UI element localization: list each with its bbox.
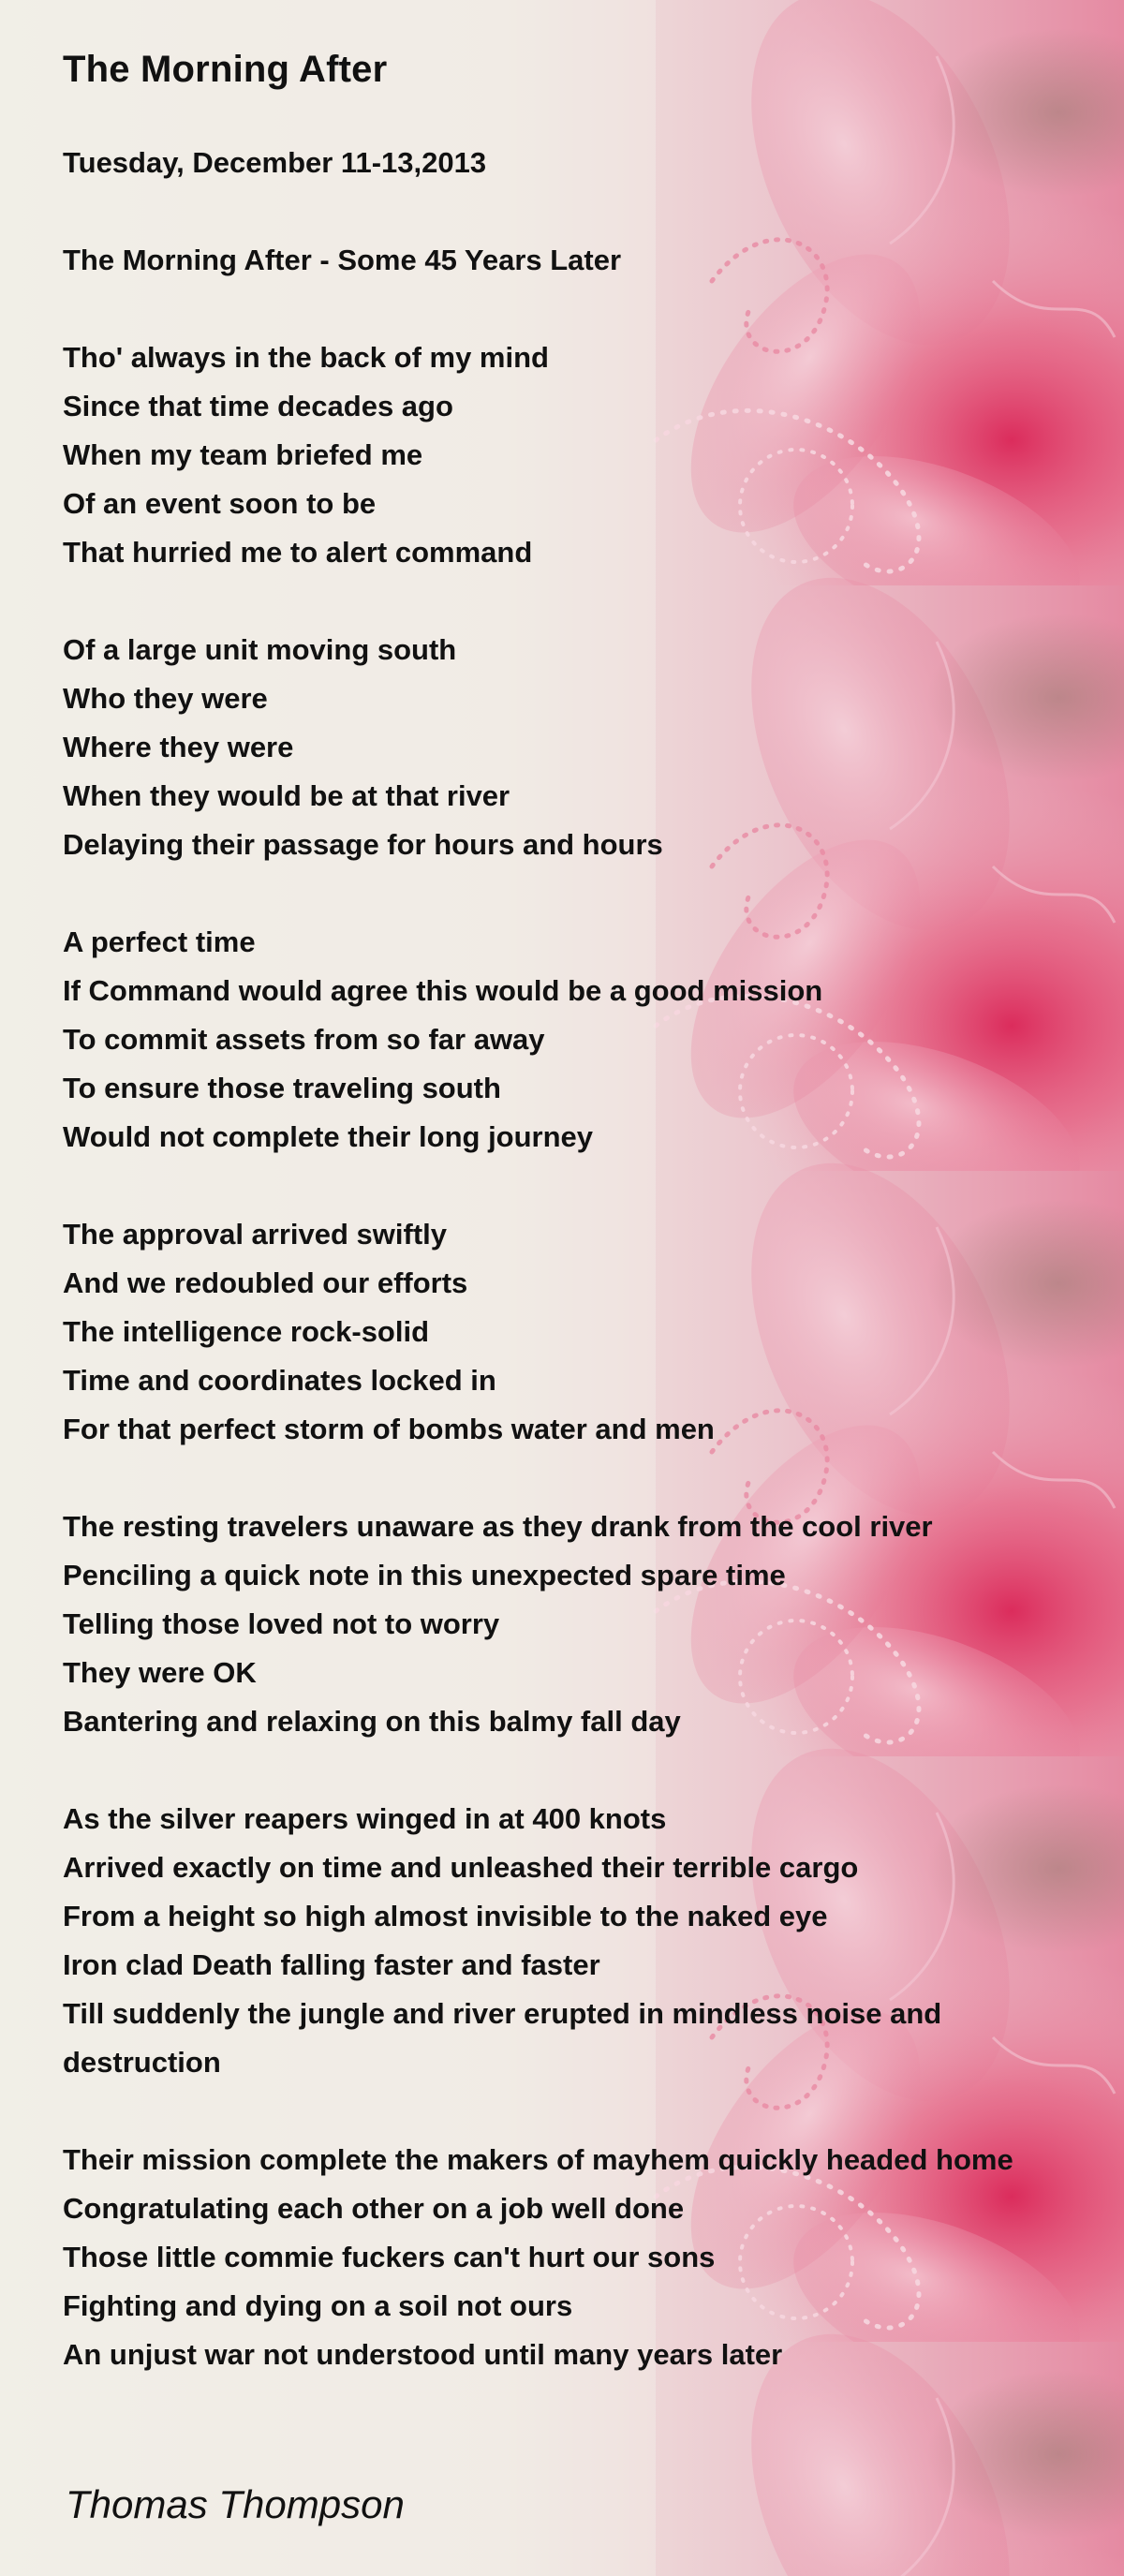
poem-line: Telling those loved not to worry bbox=[63, 1607, 500, 1640]
poem-title: The Morning After bbox=[63, 49, 388, 90]
poem-line: Till suddenly the jungle and river erupted in mindless noise and bbox=[63, 1997, 942, 2030]
poem-line: Of a large unit moving south bbox=[63, 633, 457, 666]
poem-line: To ensure those traveling south bbox=[63, 1072, 501, 1104]
poem-line: As the silver reapers winged in at 400 knots bbox=[63, 1802, 667, 1835]
poem-line: Bantering and relaxing on this balmy fall day bbox=[63, 1705, 681, 1738]
poem-line: An unjust war not understood until many years later bbox=[63, 2338, 783, 2371]
poem-line: For that perfect storm of bombs water and men bbox=[63, 1413, 715, 1445]
poem-line: To commit assets from so far away bbox=[63, 1023, 545, 1056]
poem-line: A perfect time bbox=[63, 925, 256, 958]
poem-line: destruction bbox=[63, 2046, 221, 2079]
poem-subtitle: The Morning After - Some 45 Years Later bbox=[63, 244, 622, 276]
poem-line: Tho' always in the back of my mind bbox=[63, 341, 549, 374]
poem-line: Would not complete their long journey bbox=[63, 1120, 594, 1153]
poem-line: Those little commie fuckers can't hurt our sons bbox=[63, 2241, 716, 2273]
poem-line: Time and coordinates locked in bbox=[63, 1364, 496, 1397]
poem-line: Iron clad Death falling faster and faster bbox=[63, 1948, 600, 1981]
poem-line: When they would be at that river bbox=[63, 779, 510, 812]
poem-line: Arrived exactly on time and unleashed their terrible cargo bbox=[63, 1851, 859, 1884]
poem-line: Delaying their passage for hours and hours bbox=[63, 828, 663, 861]
poem-line: That hurried me to alert command bbox=[63, 536, 533, 569]
poem-line: If Command would agree this would be a good mission bbox=[63, 974, 823, 1007]
poem-line: Congratulating each other on a job well done bbox=[63, 2192, 685, 2225]
poem-line: Where they were bbox=[63, 731, 294, 763]
poem-line: Of an event soon to be bbox=[63, 487, 377, 520]
poem-author: Thomas Thompson bbox=[66, 2482, 405, 2526]
poem-line: The intelligence rock-solid bbox=[63, 1315, 430, 1348]
poem-date: Tuesday, December 11-13,2013 bbox=[63, 146, 487, 179]
poem-line: When my team briefed me bbox=[63, 438, 423, 471]
poem-line: The approval arrived swiftly bbox=[63, 1218, 448, 1251]
poem-line: The resting travelers unaware as they drank from the cool river bbox=[63, 1510, 933, 1543]
poem-line: They were OK bbox=[63, 1656, 257, 1689]
poem-line: And we redoubled our efforts bbox=[63, 1266, 468, 1299]
poem-line: Their mission complete the makers of mayhem quickly headed home bbox=[63, 2143, 1013, 2176]
poem-line: Penciling a quick note in this unexpected spare time bbox=[63, 1559, 786, 1591]
poem-line: From a height so high almost invisible to the naked eye bbox=[63, 1900, 828, 1932]
poem-line: Since that time decades ago bbox=[63, 390, 453, 422]
poem-line: Fighting and dying on a soil not ours bbox=[63, 2289, 573, 2322]
poem-line: Who they were bbox=[63, 682, 268, 715]
